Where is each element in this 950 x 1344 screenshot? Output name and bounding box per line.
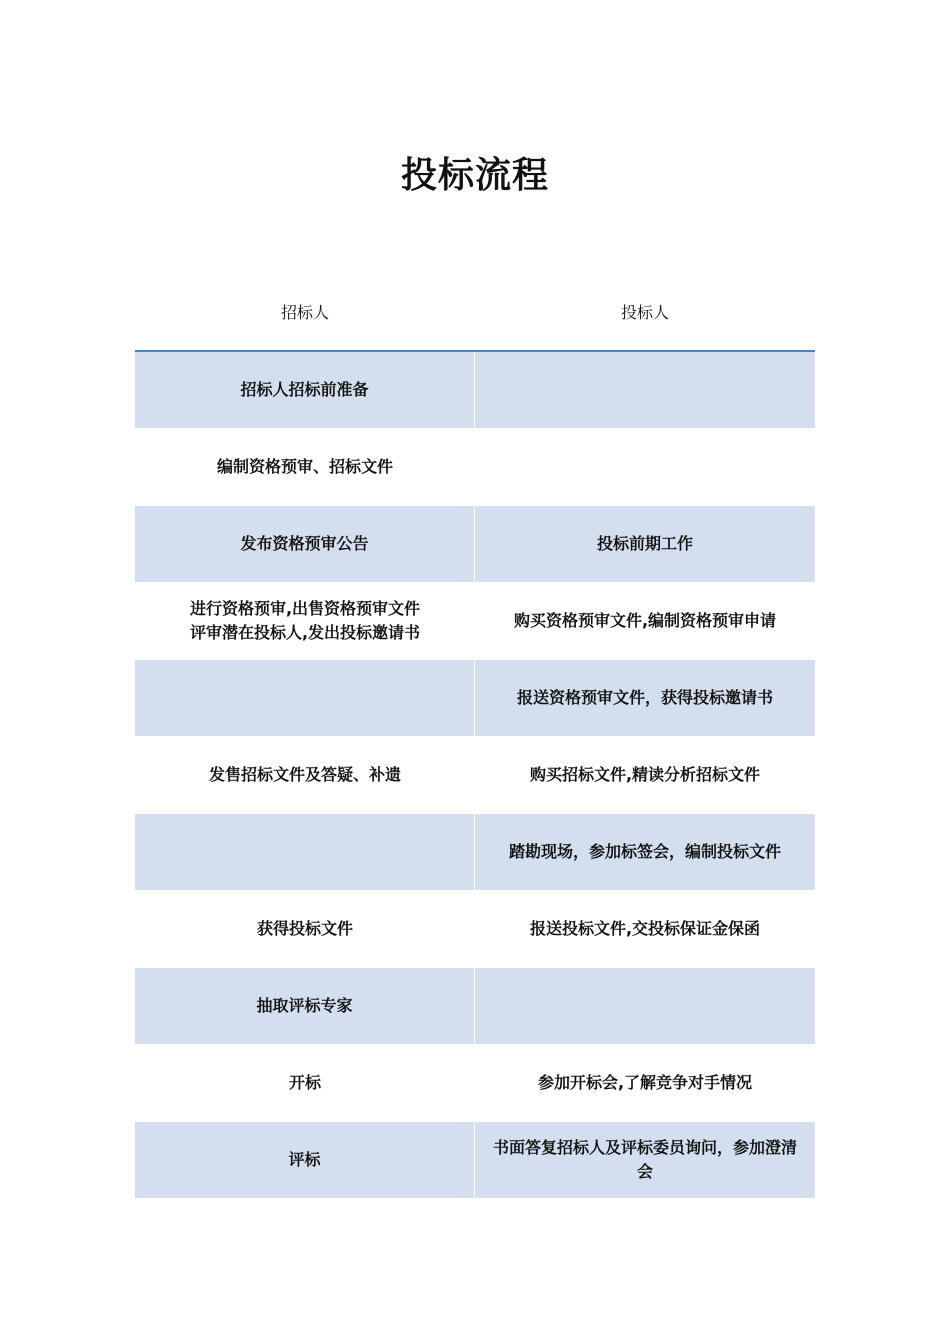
bidder-step: 投标前期工作 bbox=[475, 506, 815, 582]
tenderer-step: 评标 bbox=[135, 1122, 475, 1198]
tenderer-step: 招标人招标前准备 bbox=[135, 352, 475, 428]
table-row bbox=[135, 968, 815, 1045]
bidder-step-line: 书面答复招标人及评标委员询问，参加澄清 bbox=[492, 1138, 797, 1157]
page-title: 投标流程 bbox=[400, 155, 549, 196]
tenderer-step-line: 评审潜在投标人,发出投标邀请书 bbox=[189, 623, 421, 642]
tenderer-step: 开标 bbox=[288, 1073, 321, 1092]
tenderer-step: 抽取评标专家 bbox=[135, 968, 475, 1044]
table-row bbox=[135, 660, 815, 737]
bidder-step: 购买招标文件,精读分析招标文件 bbox=[529, 765, 761, 784]
bidder-step: 踏勘现场，参加标签会，编制投标文件 bbox=[475, 814, 815, 890]
bidder-step bbox=[475, 352, 815, 428]
table-row bbox=[135, 429, 815, 506]
table-row bbox=[135, 352, 815, 429]
header-tenderer: 招标人 bbox=[280, 303, 329, 322]
tenderer-step bbox=[135, 814, 475, 890]
table-row bbox=[135, 1122, 815, 1199]
bidder-step: 参加开标会,了解竞争对手情况 bbox=[537, 1073, 753, 1092]
tenderer-step bbox=[135, 583, 475, 659]
table-row bbox=[135, 814, 815, 891]
tenderer-step: 获得投标文件 bbox=[256, 919, 353, 938]
table-row bbox=[135, 506, 815, 583]
tenderer-step: 发售招标文件及答疑、补遗 bbox=[208, 765, 401, 784]
bidder-step: 报送投标文件,交投标保证金保函 bbox=[529, 919, 761, 938]
tenderer-step: 发布资格预审公告 bbox=[135, 506, 475, 582]
table-row bbox=[135, 1045, 815, 1122]
table-row bbox=[135, 737, 815, 814]
table-header bbox=[135, 276, 815, 352]
tenderer-step-line: 进行资格预审,出售资格预审文件 bbox=[189, 599, 421, 618]
bidder-step-line: 会 bbox=[636, 1162, 653, 1181]
bidder-step: 购买资格预审文件,编制资格预审申请 bbox=[513, 611, 777, 630]
bidder-step bbox=[475, 1122, 815, 1198]
table-row bbox=[135, 583, 815, 660]
bidder-step: 报送资格预审文件，获得投标邀请书 bbox=[475, 660, 815, 736]
bidder-step bbox=[475, 429, 815, 505]
tenderer-step bbox=[135, 660, 475, 736]
header-bidder: 投标人 bbox=[620, 303, 669, 322]
bidder-step bbox=[475, 968, 815, 1044]
tenderer-step: 编制资格预审、招标文件 bbox=[216, 457, 393, 476]
process-table bbox=[135, 276, 815, 1199]
table-row bbox=[135, 891, 815, 968]
